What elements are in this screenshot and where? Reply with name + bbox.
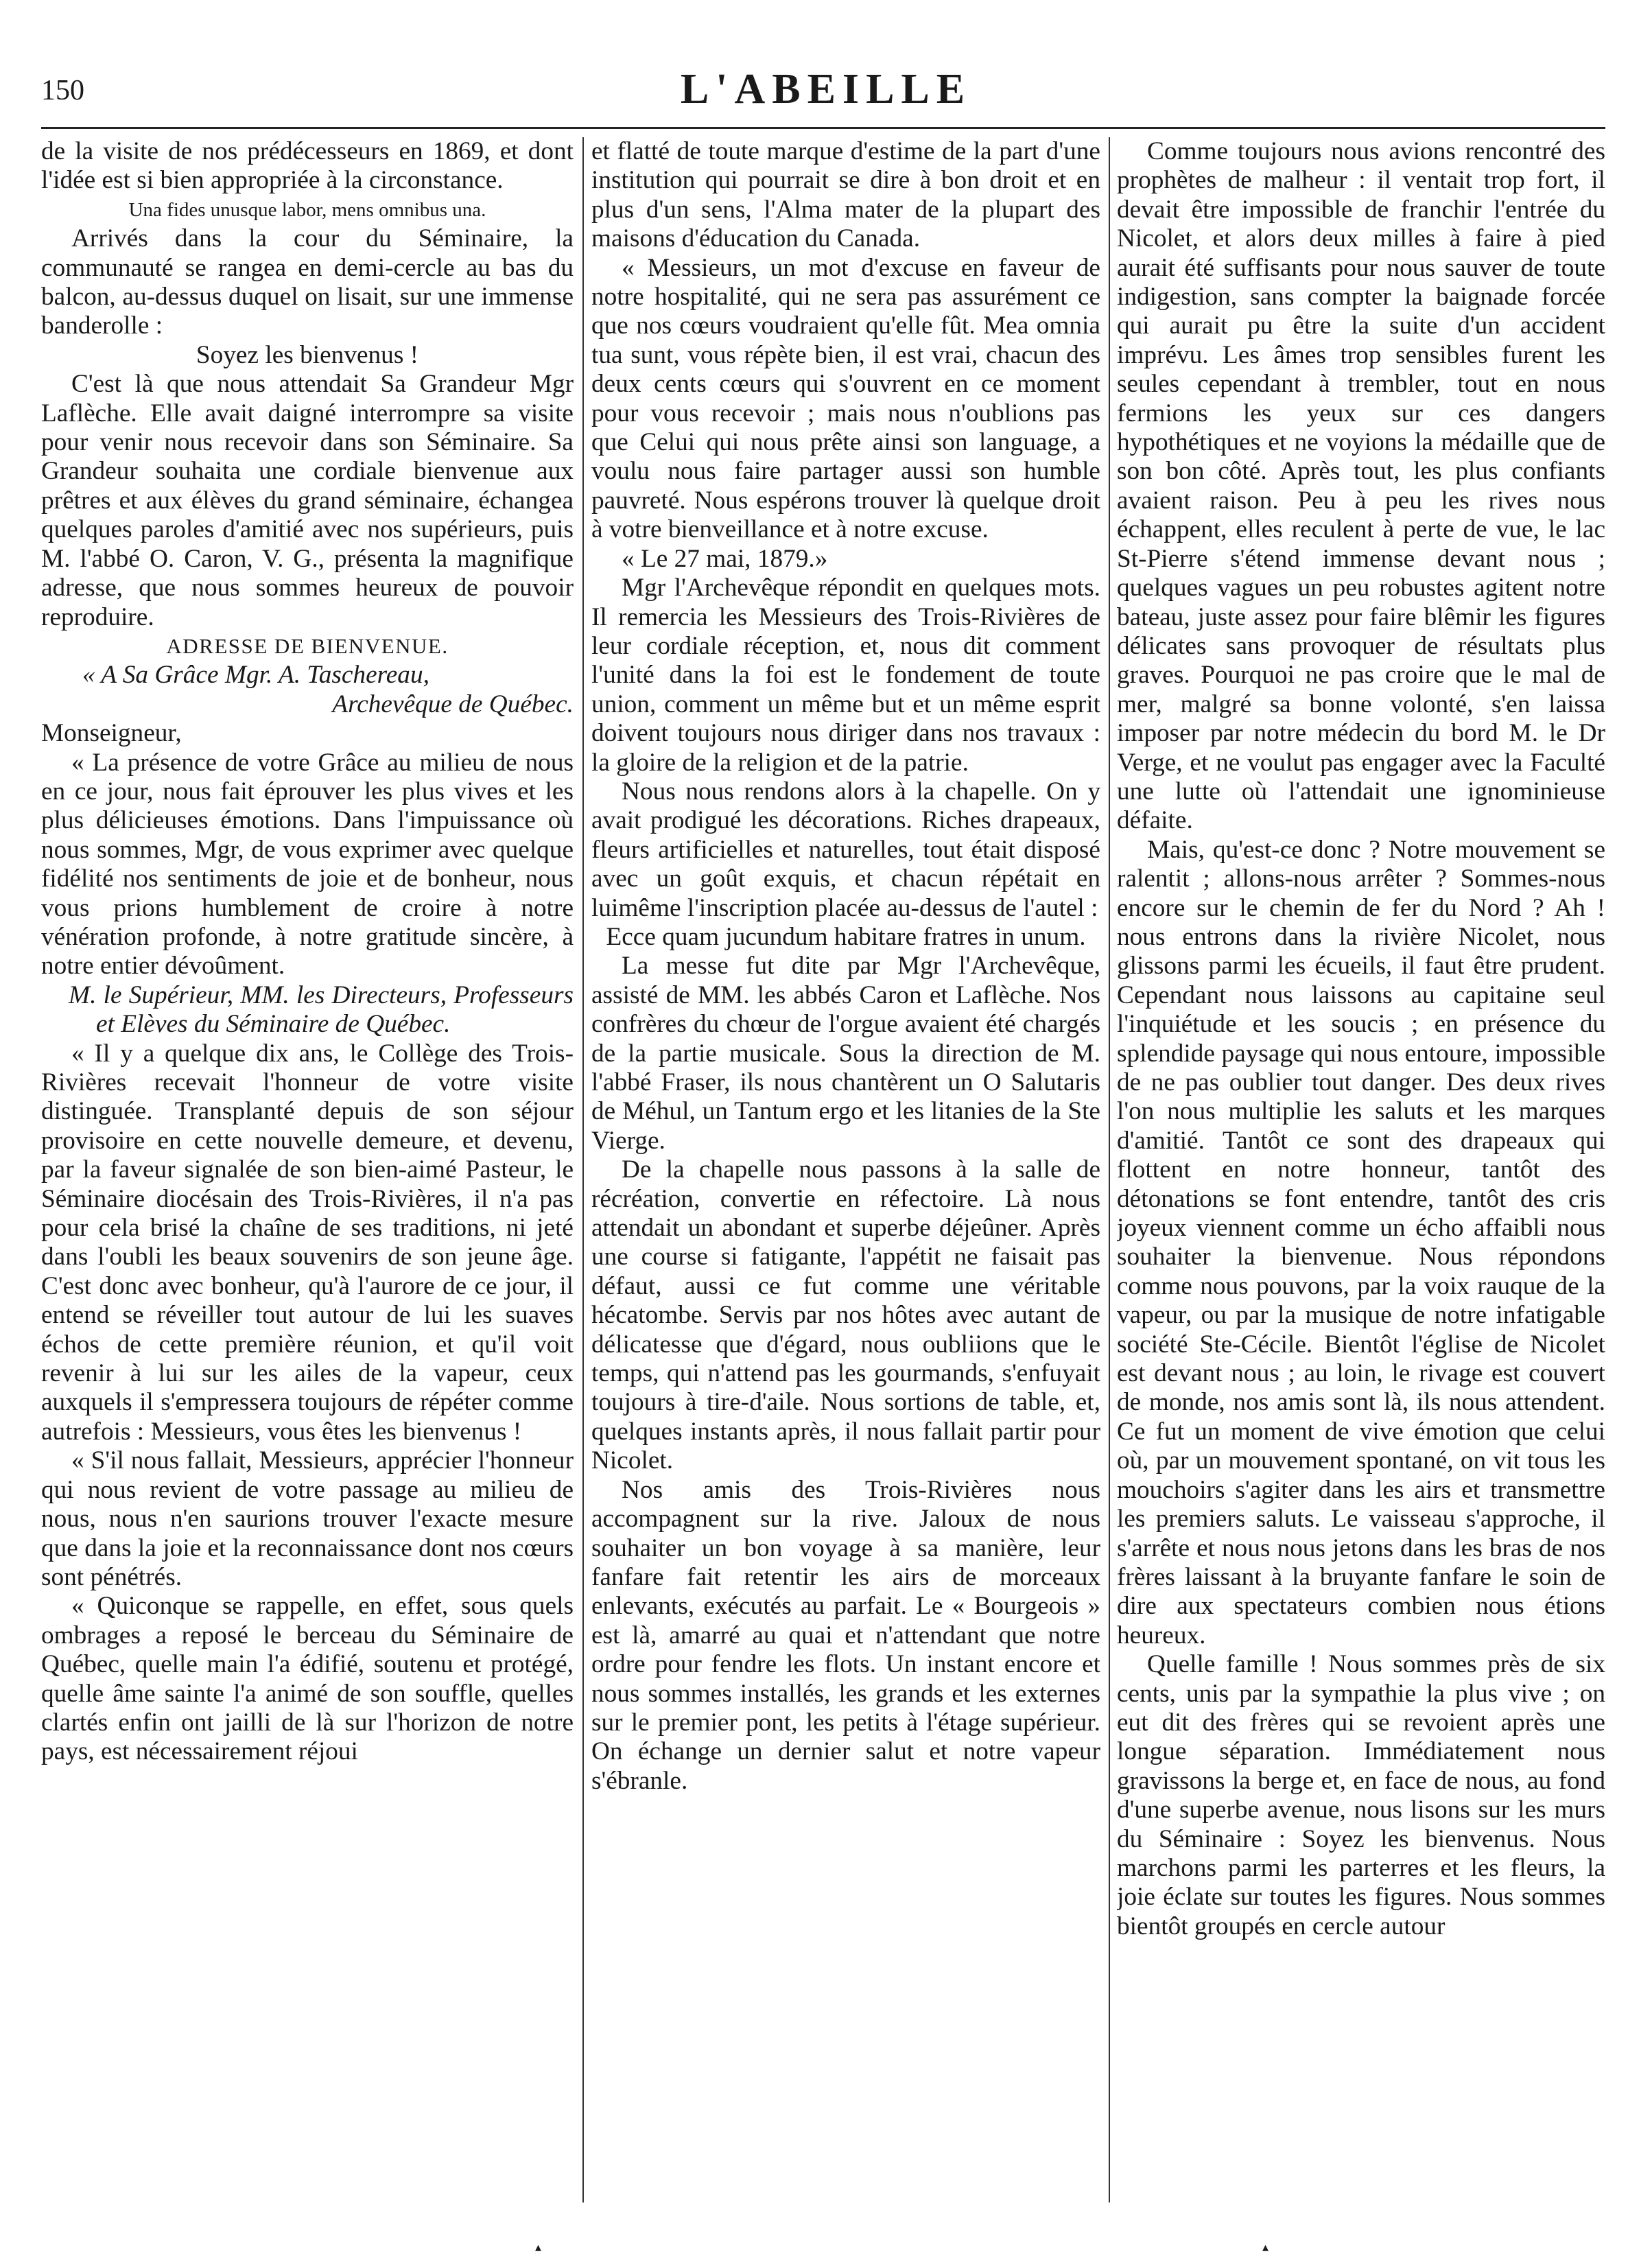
column-right <box>1117 137 1605 2203</box>
motto: Una fides unusque labor, mens omnibus una. <box>128 198 486 221</box>
masthead-title: L'ABEILLE <box>680 66 972 113</box>
section-heading: ADRESSE DE BIENVENUE. <box>166 633 449 658</box>
column-left <box>41 137 574 2203</box>
paragraph: de la visite de nos prédécesseurs en 1869, et dont l'idée est si bien appropriée à la circonstance. <box>41 137 574 195</box>
paragraph: « Quiconque se rappelle, en effet, sous quels ombrages a reposé le berceau du Séminaire de Québec, quelle main l'a édifié, soutenu et protégé, quelle âme sainte l'a animé de son souffle, quelles clartés enfin ont jailli de là sur l'horizon de notre pays, est nécessairement réjoui <box>41 1592 574 1766</box>
paragraph: et flatté de toute marque d'estime de la part d'une institution qui pourrait se dire à bon droit et en plus d'un sens, l'Alma mater de la plupart des maisons d'éducation du Canada. <box>591 137 1100 253</box>
print-mark: ▴ <box>1262 2240 1269 2254</box>
column-divider <box>582 137 584 2203</box>
print-mark: ▴ <box>535 2240 542 2254</box>
date-line: « Le 27 mai, 1879.» <box>622 544 828 573</box>
banner-text: Soyez les bienvenus ! <box>196 340 419 369</box>
paragraph: Nos amis des Trois-Rivières nous accompagnent sur la rive. Jaloux de nous souhaiter un bon voyage à sa manière, leur fanfare fait retentir les airs de morceaux enlevants, exécutés au parfait. Le « Bourgeois » est là, amarré au quai et n'attendant que notre ordre pour fendre les flots. Un instant encore et nous sommes installés, les grands et les externes sur le premier pont, les petits à l'étage supérieur. On échange un dernier salut et notre vapeur s'ébranle. <box>591 1475 1100 1795</box>
paragraph: Nous nous rendons alors à la chapelle. On y avait prodigué les décorations. Riches drapeaux, fleurs artificielles et naturelles, tout était disposé avec un goût exquis, et chacun répétait en luimême l'inscription placée au-dessus de l'autel : <box>591 777 1100 922</box>
paragraph: Arrivés dans la cour du Séminaire, la communauté se rangea en demi-cercle au bas du balcon, au-dessus duquel on lisait, sur une immense banderolle : <box>41 224 574 340</box>
address-line: « A Sa Grâce Mgr. A. Taschereau, <box>82 661 429 690</box>
address-line: Archevêque de Québec. <box>332 690 574 718</box>
header-rule <box>41 127 1605 129</box>
paragraph: La messe fut dite par Mgr l'Archevêque, assisté de MM. les abbés Caron et Laflèche. Nos confrères du chœur de l'orgue avaient été chargés de la partie musicale. Sous la direction de M. l'abbé Fraser, ils nous chantèrent un O Salutaris de Méhul, un Tantum ergo et les litanies de la Ste Vierge. <box>591 952 1100 1155</box>
paragraph: Comme toujours nous avions rencontré des prophètes de malheur : il ventait trop fort, il devait être impossible de franchir l'entrée du Nicolet, et alors deux milles à faire à pied aurait été suffisants pour nous sauver de toute indigestion, sans compter la baignade forcée qui aurait pu être la suite d'un accident imprévu. Les âmes trop sensibles furent les seules cependant à trembler, tout en nous fermions les yeux sur ces dangers hypothétiques et ne voyions la médaille que de son bon côté. Après tout, les plus confiants avaient raison. Peu à peu les rives nous échappent, elles reculent à perte de vue, le lac St-Pierre s'étend immense devant nous ; quelques vagues un peu robustes agitent notre bateau, juste assez pour faire blêmir les figures délicates sans provoquer de résultats plus graves. Pourquoi ne pas croire que le mal de mer, malgré sa bonne volonté, s'en laissa imposer par notre médecin du bord M. le Dr Verge, et ne voulut pas engager avec la Faculté une lutte où l'attendait une ignominieuse défaite. <box>1117 137 1605 835</box>
page-number: 150 <box>41 75 84 106</box>
paragraph: « Messieurs, un mot d'excuse en faveur de notre hospitalité, qui ne sera pas assurément ce que nos cœurs voudraient qu'elle fût. Mea omnia tua sunt, vous répète bien, il est vrai, chacun des deux cents cœurs qui s'ouvrent en ce moment pour vous recevoir ; mais nous n'oublions pas que Celui qui nous prête ainsi son language, a voulu nous faire partager aussi son humble pauvreté. Nous espérons trouver là quelque droit à votre bienveillance et à notre excuse. <box>591 253 1100 544</box>
paragraph: Quelle famille ! Nous sommes près de six cents, unis par la sympathie la plus vive ; on eut dit des frères qui se revoient après une longue séparation. Immédiatement nous gravissons la berge et, en face de nous, au fond d'une superbe avenue, nous lisons sur les murs du Séminaire : Soyez les bienvenus. Nous marchons parmi les parterres et les fleurs, la joie éclate sur toutes les figures. Nous sommes bientôt groupés en cercle autour <box>1117 1650 1605 1940</box>
column-middle <box>591 137 1100 2203</box>
paragraph: C'est là que nous attendait Sa Grandeur Mgr Laflèche. Elle avait daigné interrompre sa visite pour venir nous recevoir dans son Séminaire. Sa Grandeur souhaita une cordiale bienvenue aux prêtres et aux élèves du grand séminaire, échangea quelques paroles d'amitié avec nos supérieurs, puis M. l'abbé O. Caron, V. G., présenta la magnifique adresse, que nous sommes heureux de pouvoir reproduire. <box>41 370 574 631</box>
inscription: Ecce quam jucundum habitare fratres in unum. <box>606 922 1086 951</box>
address-block: M. le Supérieur, MM. les Directeurs, Professeurs et Elèves du Séminaire de Québec. <box>69 980 574 1039</box>
salutation: Monseigneur, <box>41 719 182 748</box>
paragraph: « La présence de votre Grâce au milieu de nous en ce jour, nous fait éprouver les plus vives et les plus délicieuses émotions. Dans l'impuissance où nous sommes, Mgr, de vous exprimer avec quelque fidélité nos sentiments de joie et de bonheur, nous vous prions humblement de croire à notre vénération profonde, à notre gratitude sincère, à notre entier dévoûment. <box>41 748 574 980</box>
paragraph: Mgr l'Archevêque répondit en quelques mots. Il remercia les Messieurs des Trois-Rivières de leur cordiale réception, et, nous dit comment l'unité dans la foi est le fondement de toute union, comment un même but et un même esprit doivent toujours nous diriger dans nos travaux : la gloire de la religion et de la patrie. <box>591 574 1100 777</box>
paragraph: Mais, qu'est-ce donc ? Notre mouvement se ralentit ; allons-nous arrêter ? Sommes-nous encore sur le chemin de fer du Nord ? Ah ! nous entrons dans la rivière Nicolet, nous glissons parmi les écueils, il faut être prudent. Cependant nous laissons au capitaine seul l'inquiétude et les soucis ; en présence du splendide paysage qui nous entoure, impossible de ne pas oublier tout danger. Des deux rives l'on nous multiplie les saluts et les marques d'amitié. Tantôt ce sont des drapeaux qui flottent en notre honneur, tantôt des détonations se font entendre, tantôt des cris joyeux viennent comme un écho affaibli nous souhaiter la bienvenue. Nous répondons comme nous pouvons, par la voix rauque de la vapeur, ou par la musique de notre infatigable société Ste-Cécile. Bientôt l'église de Nicolet est devant nous ; au loin, le rivage est couvert de monde, nos amis sont là, ils nous attendent. Ce fut un moment de vive émotion que celui où, par un mouvement spontané, on vit tous les mouchoirs s'agiter dans les airs et transmettre les premiers saluts. Le vaisseau s'approche, il s'arrête et nous nous jetons dans les bras de nos frères laissant à la bruyante fanfare le soin de dire aux spectateurs combien nous étions heureux. <box>1117 835 1605 1649</box>
paragraph: « S'il nous fallait, Messieurs, apprécier l'honneur qui nous revient de votre passage au milieu de nous, nous n'en saurions trouver l'exacte mesure que dans la joie et la reconnaissance dont nos cœurs sont pénétrés. <box>41 1446 574 1591</box>
paragraph: « Il y a quelque dix ans, le Collège des Trois-Rivières recevait l'honneur de votre visite distinguée. Transplanté depuis de son séjour provisoire en cette nouvelle demeure, et devenu, par la faveur signalée de son bien-aimé Pasteur, le Séminaire diocésain des Trois-Rivières, il n'a pas pour cela brisé la chaîne de ses traditions, ni jeté dans l'oubli les beaux souvenirs de son jeune âge. C'est donc avec bonheur, qu'à l'aurore de ce jour, il entend se réveiller tout autour de lui les suaves échos de cette première réunion, et qu'il voit revenir à lui sur les ailes de la vapeur, ceux auxquels il s'empressera toujours de répéter comme autrefois : Messieurs, vous êtes les bienvenus ! <box>41 1039 574 1446</box>
paragraph: De la chapelle nous passons à la salle de récréation, convertie en réfectoire. Là nous attendait un abondant et superbe déjeûner. Après une course si fatigante, l'appétit ne faisait pas défaut, aussi ce fut comme une véritable hécatombe. Servis par nos hôtes avec autant de délicatesse que d'égard, nous oubliions que le temps, qui n'attend pas les gourmands, s'enfuyait toujours à tire-d'aile. Nous sortions de table, et, quelques instants après, il nous fallait partir pour Nicolet. <box>591 1155 1100 1475</box>
column-divider <box>1109 137 1110 2203</box>
